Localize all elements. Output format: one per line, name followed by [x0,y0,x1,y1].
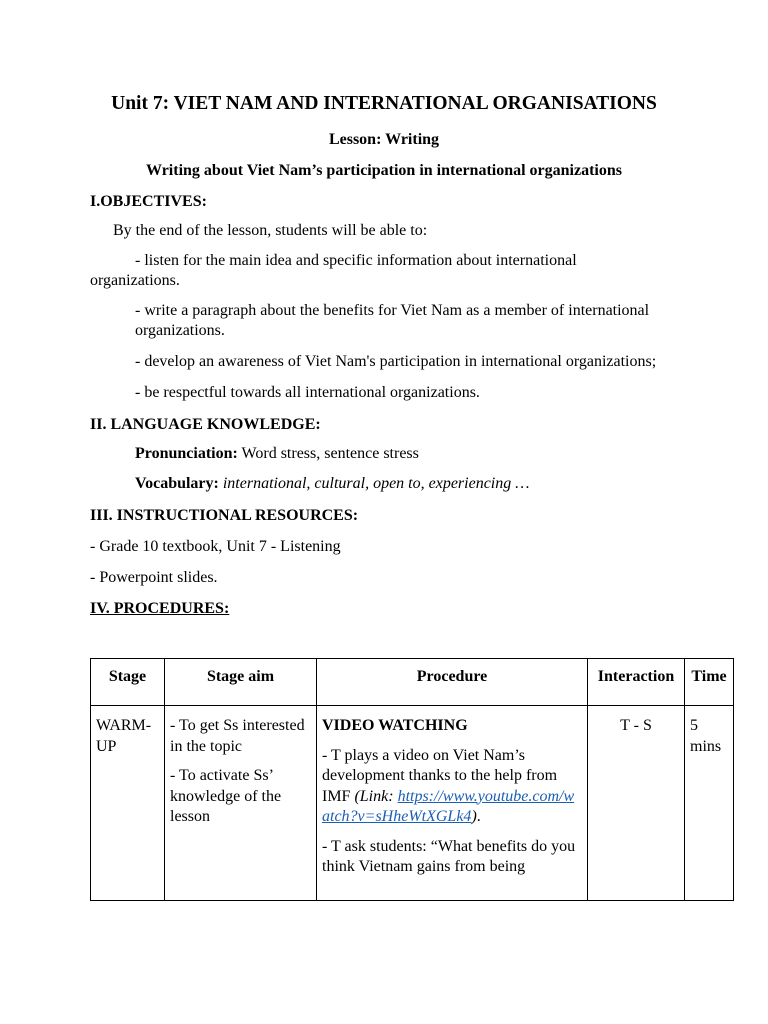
pronunciation-label: Pronunciation: [135,445,238,462]
pronunciation-line [135,444,419,465]
objectives-heading: I.OBJECTIVES: [90,193,207,210]
stage-aim-2: - To activate Ss’ knowledge of the lesson [170,767,282,825]
objective-item-2: - write a paragraph about the benefits for Viet Nam as a member of international [135,302,650,319]
column-header-stage: Stage [91,659,165,706]
link-suffix-dot: . [476,808,481,825]
pronunciation-value: Word stress, sentence stress [241,445,419,462]
vocabulary-line [135,474,529,495]
column-header-time: Time [685,659,734,706]
language-knowledge-heading: II. LANGUAGE KNOWLEDGE: [90,416,321,433]
vocabulary-value: international, cultural, open to, experiencing … [222,475,530,492]
objective-item-2-cont: organizations. [135,322,225,339]
stage-aim-1: - To get Ss interested in the topic [170,717,305,755]
table-header-row [91,659,734,706]
link-suffix-paren: ) [471,808,477,825]
column-header-interaction: Interaction [588,659,685,706]
resources-heading: III. INSTRUCTIONAL RESOURCES: [90,507,359,524]
stage-aim-cell [165,706,317,901]
interaction-cell: T - S [588,706,685,901]
procedure-paragraph-2: - T ask students: “What benefits do you think Vietnam gains from being [322,837,576,875]
unit-title: Unit 7: VIET NAM AND INTERNATIONAL ORGANISATIONS [111,93,657,114]
column-header-stage-aim: Stage aim [165,659,317,706]
objectives-intro: By the end of the lesson, students will be able to: [113,222,428,239]
objective-item-4: - be respectful towards all international organizations. [135,384,480,401]
objective-item-1-cont: organizations. [90,272,180,289]
objective-item-3: - develop an awareness of Viet Nam's participation in international organizations; [135,353,657,370]
stage-cell [91,706,165,901]
lesson-title: Lesson: Writing [328,131,440,148]
procedure-p1-text: - T plays a video on Viet Nam’s development thanks to the help from IMF [322,746,558,805]
procedure-paragraph-1 [322,746,582,828]
procedures-heading: IV. PROCEDURES: [90,600,230,617]
time-cell: 5 mins [685,706,734,901]
resource-item-2: - Powerpoint slides. [90,569,218,586]
procedures-table [90,658,734,901]
lesson-subtitle: Writing about Viet Nam’s participation in international organizations [145,162,622,179]
stage-line-2: UP [96,737,117,755]
vocabulary-label: Vocabulary: [135,475,219,492]
objective-item-1: - listen for the main idea and specific information about international [135,252,577,269]
table-row [91,706,734,901]
link-prefix: (Link: [354,787,398,805]
procedure-title: VIDEO WATCHING [322,717,468,734]
resource-item-1: - Grade 10 textbook, Unit 7 - Listening [90,538,341,555]
video-link[interactable]: https://www.youtube.com/watch?v=sHheWtXGLk4 [322,787,575,825]
stage-line-1: WARM- [96,717,152,734]
column-header-procedure: Procedure [317,659,588,706]
procedure-cell [317,706,588,901]
